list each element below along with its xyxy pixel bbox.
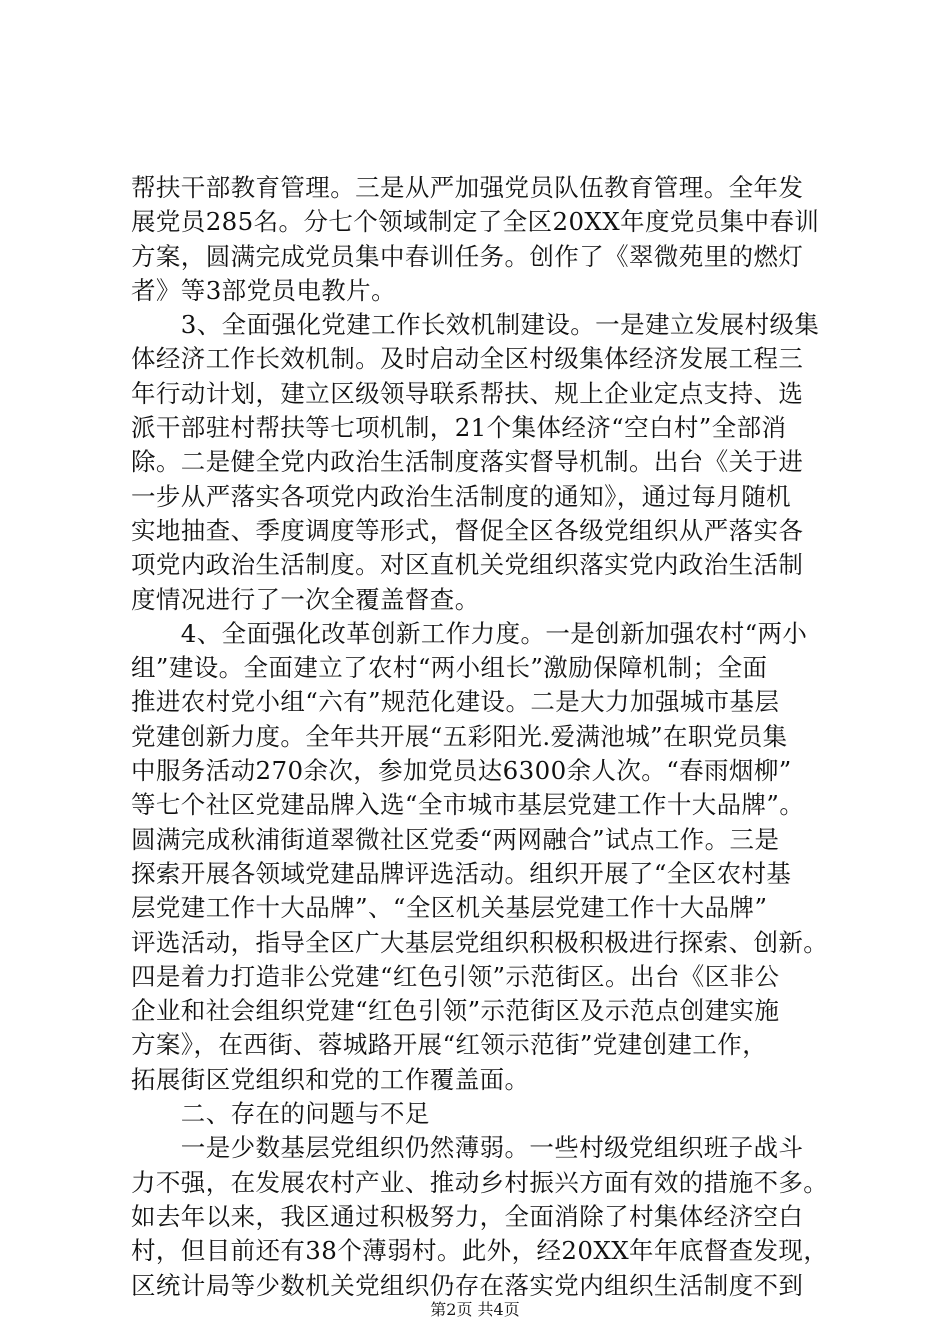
page-footer: [0, 1300, 950, 1320]
text-line: 展党员285名。分七个领域制定了全区20XX年度党员集中春训: [131, 207, 820, 237]
text-line: 等七个社区党建品牌入选“全市城市基层党建工作十大品牌”。: [131, 790, 805, 820]
text-line: 体经济工作长效机制。及时启动全区村级集体经济发展工程三: [131, 344, 804, 374]
text-line: 二、存在的问题与不足: [131, 1099, 430, 1129]
text-line: 探索开展各领域党建品牌评选活动。组织开展了“全区农村基: [131, 858, 792, 888]
body-text: [131, 171, 831, 1303]
text-line: 项党内政治生活制度。对区直机关党组织落实党内政治生活制: [131, 550, 804, 580]
text-line: 推进农村党小组“六有”规范化建设。二是大力加强城市基层: [131, 687, 780, 717]
text-line: 帮扶干部教育管理。三是从严加强党员队伍教育管理。全年发: [131, 173, 804, 202]
text-line: 企业和社会组织党建“红色引领”示范街区及示范点创建实施: [131, 996, 780, 1026]
text-line: 党建创新力度。全年共开展“五彩阳光.爱满池城”在职党员集: [131, 721, 788, 751]
text-line: 者》等3部党员电教片。: [131, 275, 396, 305]
text-line: 区统计局等少数机关党组织仍存在落实党内组织生活制度不到: [131, 1270, 804, 1300]
text-line: 年行动计划，建立区级领导联系帮扶、规上企业定点支持、选: [131, 378, 804, 408]
text-line: 四是着力打造非公党建“红色引领”示范街区。出台《区非公: [131, 961, 780, 991]
text-line: 方案，圆满完成党员集中春训任务。创作了《翠微苑里的燃灯: [131, 241, 804, 271]
page-number: 第2页 共4页: [430, 1300, 520, 1319]
text-line: 中服务活动270余次，参加党员达6300余人次。“春雨烟柳”: [131, 756, 792, 786]
text-line: 如去年以来，我区通过积极努力，全面消除了村集体经济空白: [131, 1201, 804, 1231]
text-line: 村，但目前还有38个薄弱村。此外，经20XX年年底督查发现，: [131, 1236, 829, 1266]
text-line: 层党建工作十大品牌”、“全区机关基层党建工作十大品牌”: [131, 893, 768, 923]
text-line: 力不强，在发展农村产业、推动乡村振兴方面有效的措施不多。: [131, 1167, 829, 1197]
text-line: 一步从严落实各项党内政治生活制度的通知》，通过每月随机: [131, 481, 792, 511]
text-line: 派干部驻村帮扶等七项机制，21个集体经济“空白村”全部消: [131, 413, 787, 443]
text-line: 拓展街区党组织和党的工作覆盖面。: [131, 1064, 530, 1094]
text-line: 除。二是健全党内政治生活制度落实督导机制。出台《关于进: [131, 447, 804, 477]
text-line: 一是少数基层党组织仍然薄弱。一些村级党组织班子战斗: [131, 1133, 804, 1163]
text-line: 实地抽查、季度调度等形式，督促全区各级党组织从严落实各: [131, 515, 804, 545]
text-line: 圆满完成秋浦街道翠微社区党委“两网融合”试点工作。三是: [131, 824, 780, 854]
text-line: 度情况进行了一次全覆盖督查。: [131, 584, 480, 614]
text-line: 组”建设。全面建立了农村“两小组长”激励保障机制；全面: [131, 653, 768, 683]
text-line: 4、全面强化改革创新工作力度。一是创新加强农村“两小: [131, 618, 808, 648]
text-line: 3、全面强化党建工作长效机制建设。一是建立发展村级集: [131, 310, 820, 340]
text-line: 评选活动，指导全区广大基层党组织积极积极进行探索、创新。: [131, 927, 829, 957]
text-line: 方案》，在西街、蓉城路开展“红领示范街”党建创建工作，: [131, 1030, 768, 1060]
